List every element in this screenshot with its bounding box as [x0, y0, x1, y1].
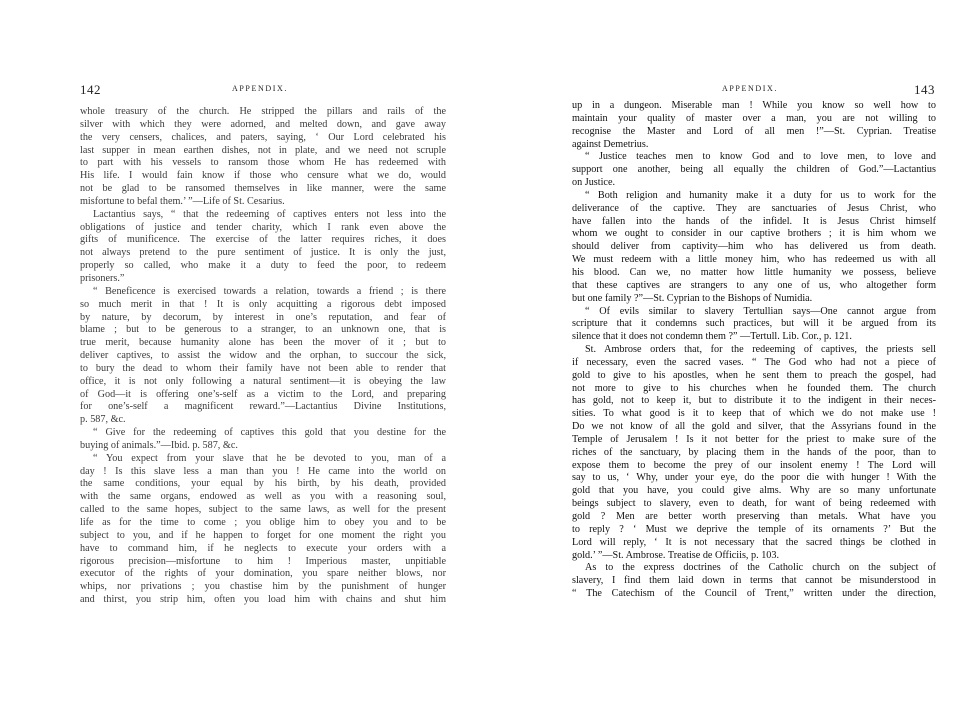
text-line: against Demetrius. [572, 138, 649, 150]
text-line: if necessary, even the sacred vases. “ The God who had not a piece of [572, 356, 936, 368]
text-line: deliverance of the captive. They are sanctuaries of Jesus Christ, who [572, 202, 936, 214]
text-line: Temple of Jerusalem ! Is it not better for the priest to make sure of the [572, 433, 936, 445]
text-line: should deliver from captivity—him who has delivered us from death. [572, 241, 936, 253]
text-line: silence that it does not condemn them ?” —Tertull. Lib. Cor., p. 121. [572, 331, 852, 343]
page-text [572, 100, 936, 601]
text-line: has gold, not to keep it, but to distribute it to the indigent in their neces- [572, 395, 936, 407]
text-line: life as for the time to come ; you oblige him to obey you and to be [80, 517, 446, 528]
text-line: to part with his vessels to ransom those whom He has redeemed with [80, 157, 446, 169]
text-line: gold.’ ”—St. Ambrose. Treatise de Officiis, p. 103. [572, 549, 780, 561]
text-line: whole treasury of the church. He stripped the pillars and rails of the [80, 106, 446, 117]
text-line: subject to you, and if he happen to forget for one moment the right you [80, 529, 446, 541]
running-head: APPENDIX. [232, 84, 288, 93]
text-line: maintain your quality of master over a man, you are not willing to [572, 112, 936, 124]
text-line: obligations of justice and tender charity, which I rank even above the [80, 221, 446, 233]
text-line: so much merit in that ! It is only acquitting a rigorous debt imposed [80, 298, 446, 310]
text-line: As to the express doctrines of the Catholic church on the subject of [585, 562, 936, 574]
text-line: p. 587, &c. [80, 414, 126, 426]
text-line: St. Ambrose orders that, for the redeeming of captives, the priests sell [585, 344, 936, 356]
text-line: support one another, being all equally the children of God.”—Lactantius [572, 164, 936, 176]
text-line: buying of animals.”—Ibid. p. 587, &c. [80, 439, 238, 451]
text-line: expose them to become the prey of our insolent enemy ! The Lord will [572, 459, 936, 471]
text-line: executor of the rights of your domination, you spare neither blows, nor [80, 568, 446, 580]
text-line: beings subject to slavery, even to death, for want of being redeemed with [572, 498, 936, 510]
right-page [490, 0, 980, 704]
text-line: not always pretend to the pure sentiment of justice. It is only the just, [80, 247, 446, 259]
text-line: misfortune to befal them.’ ”—Life of St. Cesarius. [80, 195, 285, 207]
text-line: on Justice. [572, 177, 616, 189]
text-line: say to us, ‘ Why, under your eye, do the poor die with hunger ! With the [572, 472, 936, 484]
text-line: not be glad to be ransomed themselves in like manner, were the same [80, 183, 446, 195]
text-line: gold to give to his apostles, when he sent them to preach the gospel, had [572, 369, 936, 381]
text-line: slavery, I find them laid down in terms that cannot be misunderstood in [572, 575, 936, 587]
page-number: 143 [914, 82, 935, 97]
text-line: last supper in mean earthen dishes, not in plate, and we need not scruple [80, 144, 446, 156]
text-line: by nature, by decorum, by interest in one’s reputation, and fear of [80, 311, 446, 323]
text-line: whips, nor privations ; you chastise him by the punishment of hunger [80, 581, 446, 593]
text-line: true merit, because humanity alone has been the mover of it ; but to [80, 337, 446, 349]
text-line: riches of the sanctuary, by placing them in the hands of the poor, than to [572, 446, 936, 458]
page-text [80, 106, 446, 607]
text-line: We must redeem with a little money him, who has redeemed us with all [572, 254, 936, 266]
text-line: to reply ? ‘ Must we deprive the temple of its ornaments ?’ But the [572, 523, 936, 535]
text-line: with the same organs, endowed as well as you with a reasoning soul, [80, 491, 446, 503]
text-line: the very censers, chalices, and paters, saying, ‘ Our Lord celebrated his [80, 131, 446, 143]
text-line: “ Beneficence is exercised towards a relation, towards a friend ; is there [93, 285, 446, 297]
text-line: scripture that it condemns such practices, but will it be argued from its [572, 318, 936, 330]
text-line: Lactantius says, “ that the redeeming of captives enters not less into the [93, 208, 446, 220]
text-line: that these captives are strangers to any one of us, who altogether form [572, 279, 936, 291]
text-line: up in a dungeon. Miserable man ! While you know so well how to [572, 100, 936, 111]
text-line: and thirst, you strip him, often you load him with chains and shut him [80, 594, 446, 606]
text-line: but one family ?”—St. Cyprian to the Bishops of Numidia. [572, 292, 813, 304]
text-line: gifts of munificence. The exercise of the latter requires riches, it does [80, 234, 446, 246]
text-line: office, it is not only following a natural sentiment—it is obeying the law [80, 375, 446, 387]
text-line: Lord will reply, ‘ It is not necessary that the sacred things be clothed in [572, 536, 936, 548]
text-line: of God—it is offering one’s-self as a victim to the Lord, and preparing [80, 388, 446, 400]
text-line: called to the same hopes, subject to the same laws, as well for the present [80, 504, 446, 516]
text-line: “ Both religion and humanity make it a duty for us to work for the [585, 189, 936, 201]
text-line: gold that you have, you could give alms. Why are so many unfortunate [572, 485, 936, 497]
text-line: his blood. Can we, no matter how little humanity we possess, believe [572, 266, 936, 278]
text-line: rigorous precision—misfortune to him ! Imperious master, unpitiable [80, 555, 446, 567]
text-line: for one’s-self a magnificent reward.”—Lactantius Divine Institutions, [80, 401, 446, 413]
text-line: gold ? Men are better worth preserving than metals. What have you [572, 511, 936, 522]
text-line: have fallen into the hands of the infidel. It is Jesus Christ himself [572, 215, 936, 227]
text-line: “ You expect from your slave that he be devoted to you, man of a [93, 452, 446, 464]
text-line: prisoners.” [80, 272, 125, 284]
text-line: have to command him, if he neglects to execute your orders with a [80, 542, 446, 554]
text-line: blame ; but to be generous to a stranger, to an unknown one, that is [80, 324, 446, 336]
text-line: His life. I would fain know if those who censure what we do, would [80, 170, 446, 182]
text-line: day ! Is this slave less a man than you ! He came into the world on [80, 465, 446, 477]
text-line: properly so called, who make it a duty to feed the poor, to redeem [80, 260, 446, 272]
running-head: APPENDIX. [722, 84, 778, 93]
text-line: deliver captives, to assist the widow and the orphan, to succour the sick, [80, 350, 446, 362]
text-line: recognise the Master and Lord of all men !”—St. Cyprian. Treatise [572, 125, 936, 137]
text-line: Do we not know of all the gold and silver, that the Assyrians found in the [572, 421, 936, 433]
text-line: the same conditions, your equal by his birth, by his death, provided [80, 478, 446, 490]
text-line: not more to give to his churches when he founded them. The church [572, 382, 936, 394]
text-line: to bury the dead to whom their family have not been able to render that [80, 362, 446, 374]
text-line: “ Justice teaches men to know God and to love men, to love and [585, 151, 936, 163]
text-line: “ The Catechism of the Council of Trent,” written under the direction, [572, 588, 936, 600]
text-line: “ Of evils similar to slavery Tertullian says—One cannot argue from [585, 305, 936, 317]
text-line: sities. To what good is it to keep that of which we do not make use ! [572, 408, 936, 420]
text-line: silver with which they were adorned, and melted down, and gave away [80, 118, 446, 130]
text-line: “ Give for the redeeming of captives this gold that you destine for the [93, 427, 446, 439]
page-number: 142 [80, 82, 101, 97]
text-line: whom we ought to consider in our captive brothers ; it is him whom we [572, 228, 936, 240]
